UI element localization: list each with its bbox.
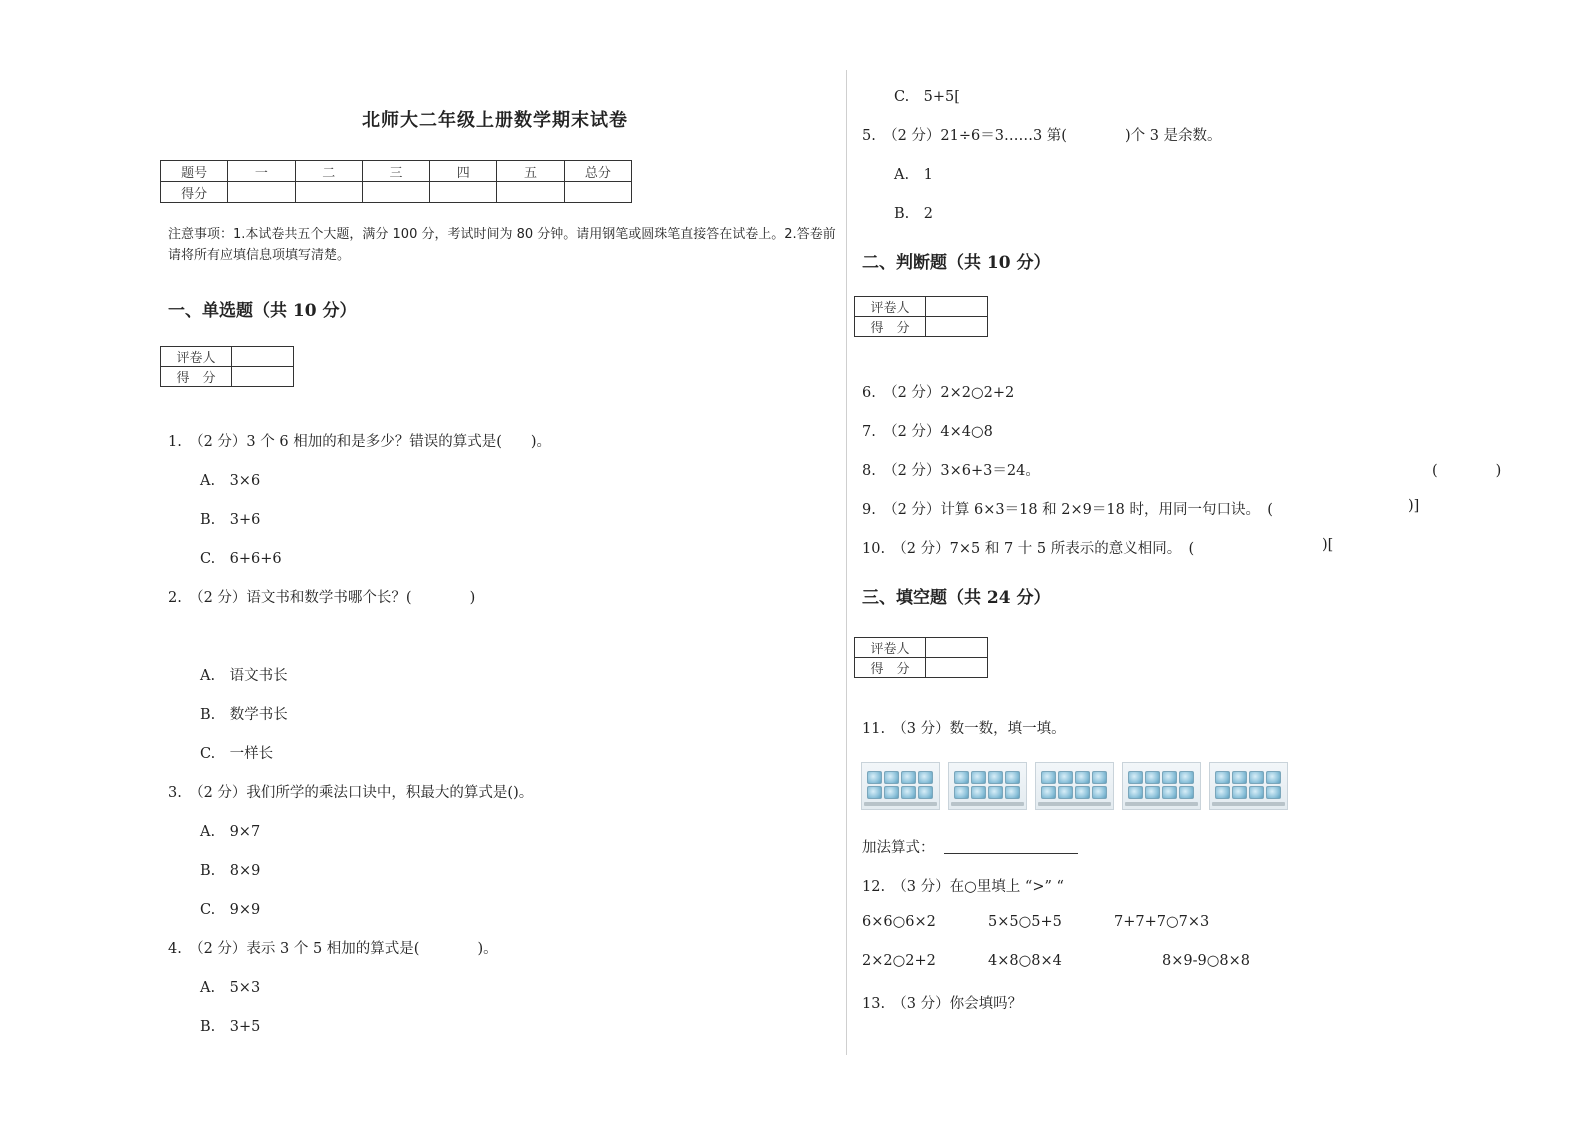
- option-c[interactable]: C. 5+5[: [894, 89, 960, 105]
- compare-item: 2×2○2+2: [862, 953, 936, 969]
- option-c[interactable]: C. 6+6+6: [200, 551, 282, 567]
- option-b[interactable]: B. 3+6: [200, 512, 261, 528]
- option-b[interactable]: B. 8×9: [200, 863, 261, 879]
- question-9: 9. （2 分）计算 6×3＝18 和 2×9＝18 时，用同一句口诀。 (: [862, 502, 1273, 518]
- grader-table: [854, 637, 988, 678]
- question-1: 1. （2 分）3 个 6 相加的和是多少？错误的算式是( )。: [168, 434, 552, 450]
- score-row-label: 得分: [161, 182, 228, 203]
- compare-item: 5×5○5+5: [988, 914, 1062, 930]
- grader-cell[interactable]: [232, 347, 294, 367]
- addition-label: 加法算式：: [862, 840, 935, 856]
- option-b[interactable]: B. 3+5: [200, 1019, 261, 1035]
- egg-carton-icon: [861, 762, 940, 810]
- answer-paren[interactable]: ( ): [1432, 463, 1502, 479]
- question-8: 8. （2 分）3×6+3＝24。: [862, 463, 1040, 479]
- score-header-cell: 一: [228, 161, 295, 182]
- score-header-cell: 五: [497, 161, 564, 182]
- score-label: 得 分: [855, 317, 926, 337]
- answer-paren-end[interactable]: )]: [1408, 498, 1420, 514]
- score-header-cell: 总分: [564, 161, 631, 182]
- score-cell[interactable]: [564, 182, 631, 203]
- option-a[interactable]: A. 9×7: [200, 824, 261, 840]
- grader-label: 评卷人: [855, 638, 926, 658]
- score-label: 得 分: [161, 367, 232, 387]
- score-label: 得 分: [855, 658, 926, 678]
- question-10: 10. （2 分）7×5 和 7 十 5 所表示的意义相同。 (: [862, 541, 1195, 557]
- option-c[interactable]: C. 一样长: [200, 746, 274, 762]
- score-header-cell: 三: [362, 161, 429, 182]
- grader-cell[interactable]: [926, 638, 988, 658]
- egg-carton-icon: [1209, 762, 1288, 810]
- question-7: 7. （2 分）4×4○8: [862, 424, 993, 440]
- option-b[interactable]: B. 2: [894, 206, 933, 222]
- grader-table: [854, 296, 988, 337]
- answer-paren-end[interactable]: )[: [1322, 537, 1334, 553]
- grader-cell[interactable]: [926, 297, 988, 317]
- compare-item: 8×9-9○8×8: [1162, 953, 1250, 969]
- score-cell[interactable]: [362, 182, 429, 203]
- score-cell[interactable]: [497, 182, 564, 203]
- score-cell[interactable]: [232, 367, 294, 387]
- score-cell[interactable]: [926, 317, 988, 337]
- score-cell[interactable]: [926, 658, 988, 678]
- option-a[interactable]: A. 5×3: [200, 980, 261, 996]
- question-11: 11. （3 分）数一数，填一填。: [862, 721, 1066, 737]
- page-title: 北师大二年级上册数学期末试卷: [362, 110, 628, 131]
- egg-carton-icon: [1035, 762, 1114, 810]
- score-header-cell: 题号: [161, 161, 228, 182]
- option-a[interactable]: A. 3×6: [200, 473, 261, 489]
- question-6: 6. （2 分）2×2○2+2: [862, 385, 1015, 401]
- score-table: [160, 160, 632, 203]
- compare-item: 7+7+7○7×3: [1114, 914, 1210, 930]
- egg-carton-icon: [948, 762, 1027, 810]
- compare-item: 6×6○6×2: [862, 914, 936, 930]
- egg-carton-icon: [1122, 762, 1201, 810]
- score-header-cell: 二: [295, 161, 362, 182]
- grader-table: [160, 346, 294, 387]
- section-title: 二、判断题（共 10 分）: [862, 253, 1051, 273]
- section-title: 一、单选题（共 10 分）: [168, 301, 357, 321]
- grader-label: 评卷人: [161, 347, 232, 367]
- option-a[interactable]: A. 语文书长: [200, 668, 288, 684]
- option-b[interactable]: B. 数学书长: [200, 707, 288, 723]
- section-title: 三、填空题（共 24 分）: [862, 588, 1051, 608]
- egg-cartons-image: [861, 762, 1288, 810]
- question-2: 2. （2 分）语文书和数学书哪个长？( ): [168, 590, 476, 606]
- column-divider: [846, 70, 847, 1055]
- answer-blank[interactable]: [944, 852, 1078, 854]
- option-c[interactable]: C. 9×9: [200, 902, 261, 918]
- question-3: 3. （2 分）我们所学的乘法口诀中，积最大的算式是()。: [168, 785, 534, 801]
- question-4: 4. （2 分）表示 3 个 5 相加的算式是( )。: [168, 941, 498, 957]
- option-a[interactable]: A. 1: [894, 167, 933, 183]
- question-5: 5. （2 分）21÷6＝3……3 第( )个 3 是余数。: [862, 128, 1222, 144]
- question-12: 12. （3 分）在○里填上 “>” “: [862, 879, 1064, 895]
- score-cell[interactable]: [228, 182, 295, 203]
- score-header-cell: 四: [430, 161, 497, 182]
- compare-item: 4×8○8×4: [988, 953, 1062, 969]
- grader-label: 评卷人: [855, 297, 926, 317]
- question-13: 13. （3 分）你会填吗？: [862, 996, 1023, 1012]
- score-cell[interactable]: [430, 182, 497, 203]
- notice-text: 注意事项：1.本试卷共五个大题，满分 100 分，考试时间为 80 分钟。请用钢笔或圆珠笔直接答在试卷上。2.答卷前请将所有应填信息项填写清楚。: [168, 227, 836, 263]
- score-cell[interactable]: [295, 182, 362, 203]
